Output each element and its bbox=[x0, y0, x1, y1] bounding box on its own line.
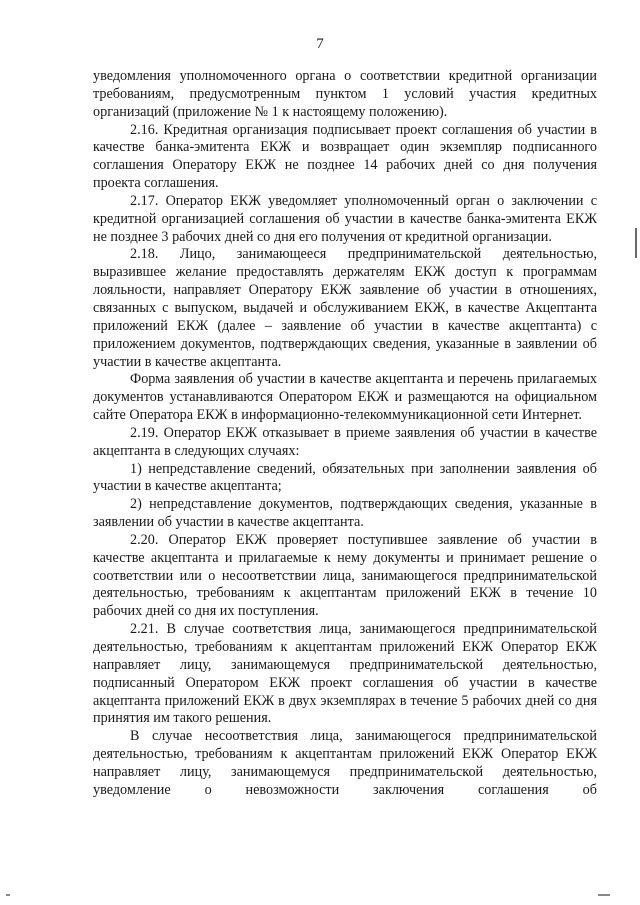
document-body bbox=[93, 68, 597, 800]
paragraph-2-16: 2.16. Кредитная организация подписывает проект соглашения об участии в качестве банка-эмитента ЕКЖ и возвращает один экземпляр подписанного соглашения Оператору ЕКЖ не позднее 14 рабочих дней со дня получения проекта соглашения. bbox=[93, 121, 597, 192]
paragraph-application-form: Форма заявления об участии в качестве акцептанта и перечень прилагаемых документов устанавливаются Оператором ЕКЖ и размещаются на официальном сайте Оператора ЕКЖ в информационно-телекоммуникационной сети Интернет. bbox=[93, 371, 597, 424]
paragraph-2-19: 2.19. Оператор ЕКЖ отказывает в приеме заявления об участии в качестве акцептанта в следующих случаях: bbox=[93, 424, 597, 459]
paragraph-2-21: 2.21. В случае соответствия лица, занимающегося предпринимательской деятельностью, требованиям к акцептантам приложений ЕКЖ Оператор ЕКЖ направляет лицу, занимающемуся предпринимательской деятельностью, подписанный Оператором ЕКЖ проект соглашения об участии в качестве акцептанта приложений ЕКЖ в двух экземплярах в течение 5 рабочих дней со дня принятия им такого решения. bbox=[93, 621, 597, 727]
paragraph-2-15-continuation: уведомления уполномоченного органа о соответствии кредитной организации требованиям, предусмотренным пунктом 1 условий участия кредитных организаций (приложение № 1 к настоящему положению). bbox=[93, 68, 597, 120]
page-number: 7 bbox=[316, 36, 324, 52]
scan-edge-mark bbox=[635, 228, 637, 258]
list-item-1: 1) непредставление сведений, обязательных при заполнении заявления об участии в качестве акцептанта; bbox=[93, 460, 597, 495]
scan-artifact-right bbox=[598, 894, 610, 896]
paragraph-2-18: 2.18. Лицо, занимающееся предпринимательской деятельностью, выразившее желание предоставлять держателям ЕКЖ доступ к программам лояльности, направляет Оператору ЕКЖ заявление об участии в отношениях, связанных с выпуском, выдачей и обслуживанием ЕКЖ, в качестве Акцептанта приложений ЕКЖ (далее – заявление об участии в качестве акцептанта) с приложением документов, подтверждающих сведения, указанные в заявлении об участии в качестве акцептанта. bbox=[93, 246, 597, 370]
paragraph-2-20: 2.20. Оператор ЕКЖ проверяет поступившее заявление об участии в качестве акцептанта и прилагаемые к нему документы и принимает решение о соответствии или о несоответствии лица, занимающегося предпринимательской деятельностью, требованиям к акцептантам приложений ЕКЖ в течение 10 рабочих дней со дня их поступления. bbox=[93, 531, 597, 620]
paragraph-noncompliance: В случае несоответствия лица, занимающегося предпринимательской деятельностью, требованиям к акцептантам приложений ЕКЖ Оператор ЕКЖ направляет лицу, занимающемуся предпринимательской деятельностью, уведомление о невозможности заключения соглашения об bbox=[93, 728, 597, 798]
paragraph-2-17: 2.17. Оператор ЕКЖ уведомляет уполномоченный орган о заключении с кредитной организацией соглашения об участии в качестве банка-эмитента ЕКЖ не позднее 3 рабочих дней со дня его получения от кредитной организации. bbox=[93, 192, 597, 245]
scan-artifact-left bbox=[6, 894, 10, 896]
list-item-2: 2) непредставление документов, подтверждающих сведения, указанные в заявлении об участии в качестве акцептанта. bbox=[93, 496, 597, 531]
